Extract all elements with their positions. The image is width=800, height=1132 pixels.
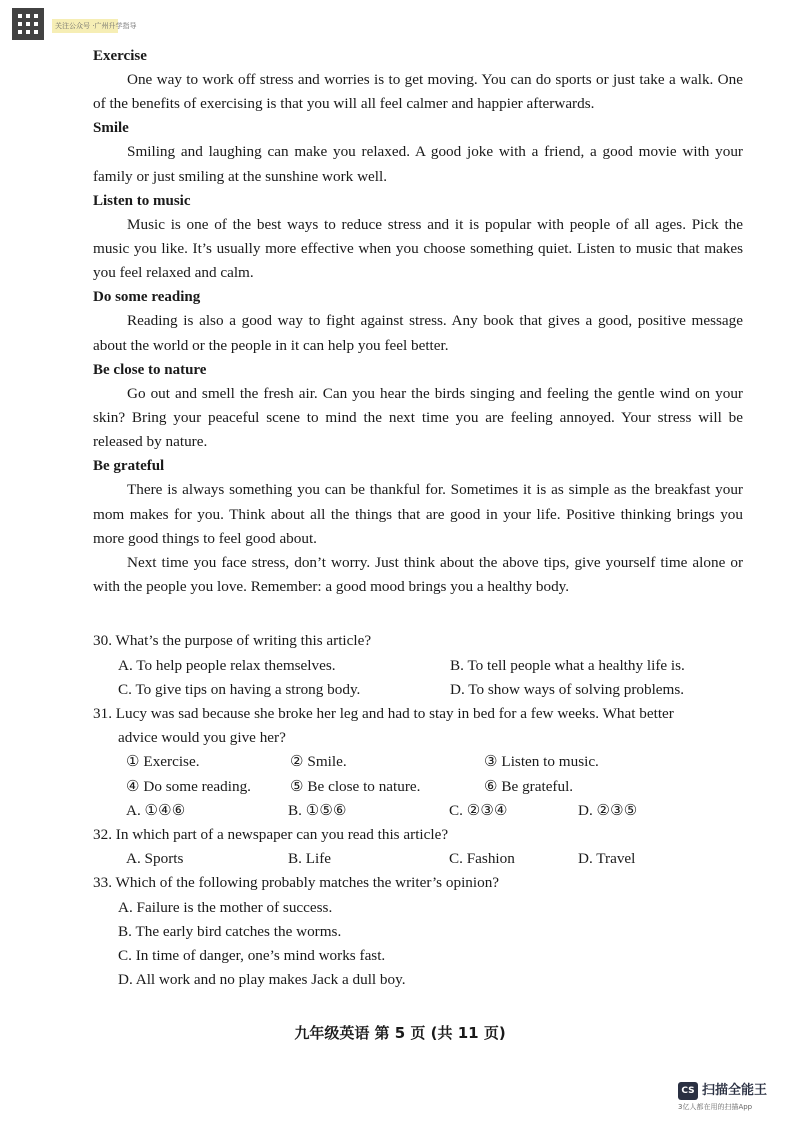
section-exercise bbox=[93, 44, 743, 116]
option-d[interactable]: D. ②③⑤ bbox=[578, 801, 638, 819]
section-be-close-to-nature bbox=[93, 358, 743, 455]
choice-item: ③ Listen to music. bbox=[484, 753, 599, 771]
option-a[interactable]: A. Failure is the mother of success. bbox=[118, 898, 333, 916]
question-stem: 32. In which part of a newspaper can you read this article? bbox=[93, 826, 449, 844]
option-d[interactable]: D. To show ways of solving problems. bbox=[450, 680, 685, 698]
watermark-name: 扫描全能王 bbox=[702, 1083, 768, 1098]
option-b[interactable]: B. The early bird catches the worms. bbox=[118, 922, 342, 940]
option-d[interactable]: D. Travel bbox=[578, 850, 636, 868]
article-content bbox=[93, 44, 743, 993]
section-be-grateful bbox=[93, 454, 743, 551]
section-text: Music is one of the best ways to reduce stress and it is popular with people of all ages. Pick the music you like. It’s usually more effective when you choose something quiet. Listen to music that makes you feel relaxed and calm. bbox=[93, 215, 743, 282]
choice-item: ⑥ Be grateful. bbox=[484, 777, 574, 795]
section-smile bbox=[93, 116, 743, 188]
question-33 bbox=[93, 871, 743, 992]
header-tag: 关注公众号 ·广州升学指导 bbox=[52, 19, 118, 33]
section-text: Smiling and laughing can make you relaxed. A good joke with a friend, a good movie with your family or just smiling at the sunshine work well. bbox=[93, 143, 743, 185]
question-stem: 31. Lucy was sad because she broke her leg and had to stay in bed for a few weeks. What better bbox=[93, 705, 674, 723]
section-heading: Be grateful bbox=[93, 458, 165, 475]
qr-code-icon bbox=[12, 8, 44, 40]
section-text: There is always something you can be thankful for. Sometimes it is as simple as the breakfast your mom makes for you. Think about all the things that are good in your life. Positive thinking brings you more good things to feel good about. bbox=[93, 481, 743, 547]
section-heading: Be close to nature bbox=[93, 361, 207, 378]
section-do-some-reading bbox=[93, 285, 743, 357]
choice-item: ④ Do some reading. bbox=[126, 777, 251, 795]
choice-item: ⑤ Be close to nature. bbox=[290, 777, 421, 795]
section-listen-to-music bbox=[93, 189, 743, 286]
option-b[interactable]: B. To tell people what a healthy life is. bbox=[450, 656, 685, 674]
page-footer: 九年级英语 第 5 页 (共 11 页) bbox=[294, 1024, 506, 1042]
section-heading: Exercise bbox=[93, 48, 147, 64]
option-c[interactable]: C. ②③④ bbox=[449, 801, 508, 819]
closing-paragraph: Next time you face stress, don’t worry. Just think about the above tips, give yourself time alone or with the people you love. Remember: a good mood brings you a healthy body. bbox=[93, 554, 743, 596]
scanner-watermark bbox=[678, 1080, 778, 1116]
section-text: Reading is also a good way to fight against stress. Any book that gives a good, positive message about the world or the people in it can help you feel better. bbox=[93, 312, 743, 354]
option-b[interactable]: B. Life bbox=[288, 850, 332, 868]
option-a[interactable]: A. To help people relax themselves. bbox=[118, 656, 336, 674]
option-c[interactable]: C. Fashion bbox=[449, 850, 515, 868]
section-text: Go out and smell the fresh air. Can you hear the birds singing and feeling the gentle wind on your skin? Bring your peaceful scene to mind the next time you are feeling annoyed. Your stress will be released by nature. bbox=[93, 384, 743, 451]
question-32 bbox=[93, 823, 743, 871]
watermark-subtitle: 3亿人都在用的扫描App bbox=[678, 1103, 753, 1111]
option-c[interactable]: C. In time of danger, one’s mind works fast. bbox=[118, 947, 386, 965]
question-31 bbox=[93, 702, 743, 823]
question-stem: 30. What’s the purpose of writing this article? bbox=[93, 632, 372, 650]
section-text: One way to work off stress and worries is to get moving. You can do sports or just take a walk. One of the benefits of exercising is that you will all feel calmer and happier afterwards. bbox=[93, 71, 743, 113]
choice-item: ① Exercise. bbox=[126, 753, 200, 771]
option-a[interactable]: A. ①④⑥ bbox=[126, 801, 186, 819]
choice-item: ② Smile. bbox=[290, 753, 347, 771]
option-b[interactable]: B. ①⑤⑥ bbox=[288, 801, 347, 819]
question-stem-continued: advice would you give her? bbox=[118, 729, 286, 747]
section-heading: Smile bbox=[93, 120, 129, 137]
section-heading: Do some reading bbox=[93, 289, 201, 306]
option-c[interactable]: C. To give tips on having a strong body. bbox=[118, 680, 361, 698]
option-a[interactable]: A. Sports bbox=[126, 850, 184, 868]
camscanner-logo-icon: CS bbox=[678, 1082, 698, 1100]
question-stem: 33. Which of the following probably matches the writer’s opinion? bbox=[93, 874, 500, 892]
option-d[interactable]: D. All work and no play makes Jack a dull boy. bbox=[118, 971, 406, 989]
section-heading: Listen to music bbox=[93, 192, 191, 209]
question-30 bbox=[93, 629, 743, 702]
